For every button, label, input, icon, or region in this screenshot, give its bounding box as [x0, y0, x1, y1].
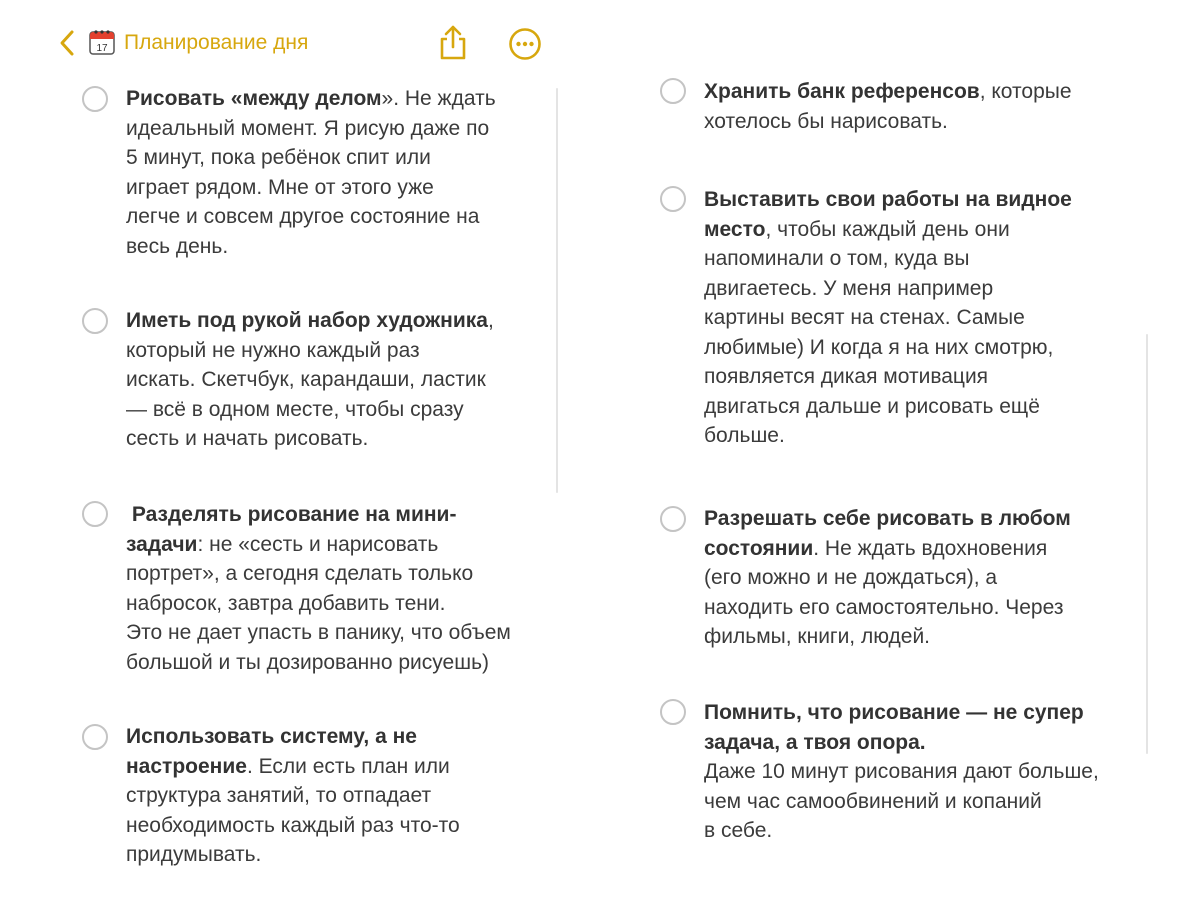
checklist-checkbox[interactable] [660, 506, 686, 532]
checklist-checkbox[interactable] [660, 78, 686, 104]
checklist-item-text: Иметь под рукой набор художника, который не нужно каждый раз искать. Скетчбук, карандаши, ластик — всё в одном месте, чтобы сразу сесть и начать рисовать. [126, 309, 494, 450]
scrollbar-right[interactable] [1146, 334, 1148, 754]
checklist-checkbox[interactable] [82, 308, 108, 334]
checklist-item-text: Разрешать себе рисовать в любом состоянии. Не ждать вдохновения (его можно и не дождаться), а находить его самостоятельно. Через фильмы, книги, людей. [704, 507, 1071, 648]
calendar-icon [88, 28, 116, 56]
share-icon[interactable] [436, 24, 470, 62]
scrollbar-left[interactable] [556, 88, 558, 493]
checklist-item-text: Помнить, что рисование — не супер задача, а твоя опора. Даже 10 минут рисования дают больше, чем час самообвинений и копаний в себе. [704, 701, 1099, 842]
checklist-checkbox[interactable] [82, 86, 108, 112]
checklist-item-text: Использовать систему, а не настроение. Если есть план или структура занятий, то отпадает необходимость каждый раз что-то придумывать. [126, 725, 460, 866]
checklist-checkbox[interactable] [660, 699, 686, 725]
calendar-day: 17 [96, 43, 108, 54]
checklist-item-text: Хранить банк референсов, которые хотелось бы нарисовать. [704, 80, 1072, 133]
checklist-item-text: Выставить свои работы на видное место, чтобы каждый день они напоминали о том, куда вы двигаетесь. У меня например картины весят на стенах. Самые любимые) И когда я на них смотрю, появляется дикая мотивация двигаться дальше и рисовать ещё больше. [704, 188, 1072, 447]
page-title[interactable]: Планирование дня [124, 31, 309, 54]
checklist-checkbox[interactable] [82, 724, 108, 750]
nav-bar [0, 0, 560, 80]
chevron-left-icon[interactable] [56, 28, 78, 58]
checklist-item-text: Разделять рисование на мини- задачи: не «сесть и нарисовать портрет», а сегодня сделать только набросок, завтра добавить тени. Это не дает упасть в панику, что объем большой и ты дозированно рисуешь) [126, 503, 511, 674]
more-options-icon[interactable] [508, 27, 542, 61]
checklist-checkbox[interactable] [82, 501, 108, 527]
checklist-item-text: Рисовать «между делом». Не ждать идеальный момент. Я рисую даже по 5 минут, пока ребёнок спит или играет рядом. Мне от этого уже легче и совсем другое состояние на весь день. [126, 87, 496, 258]
checklist-checkbox[interactable] [660, 186, 686, 212]
